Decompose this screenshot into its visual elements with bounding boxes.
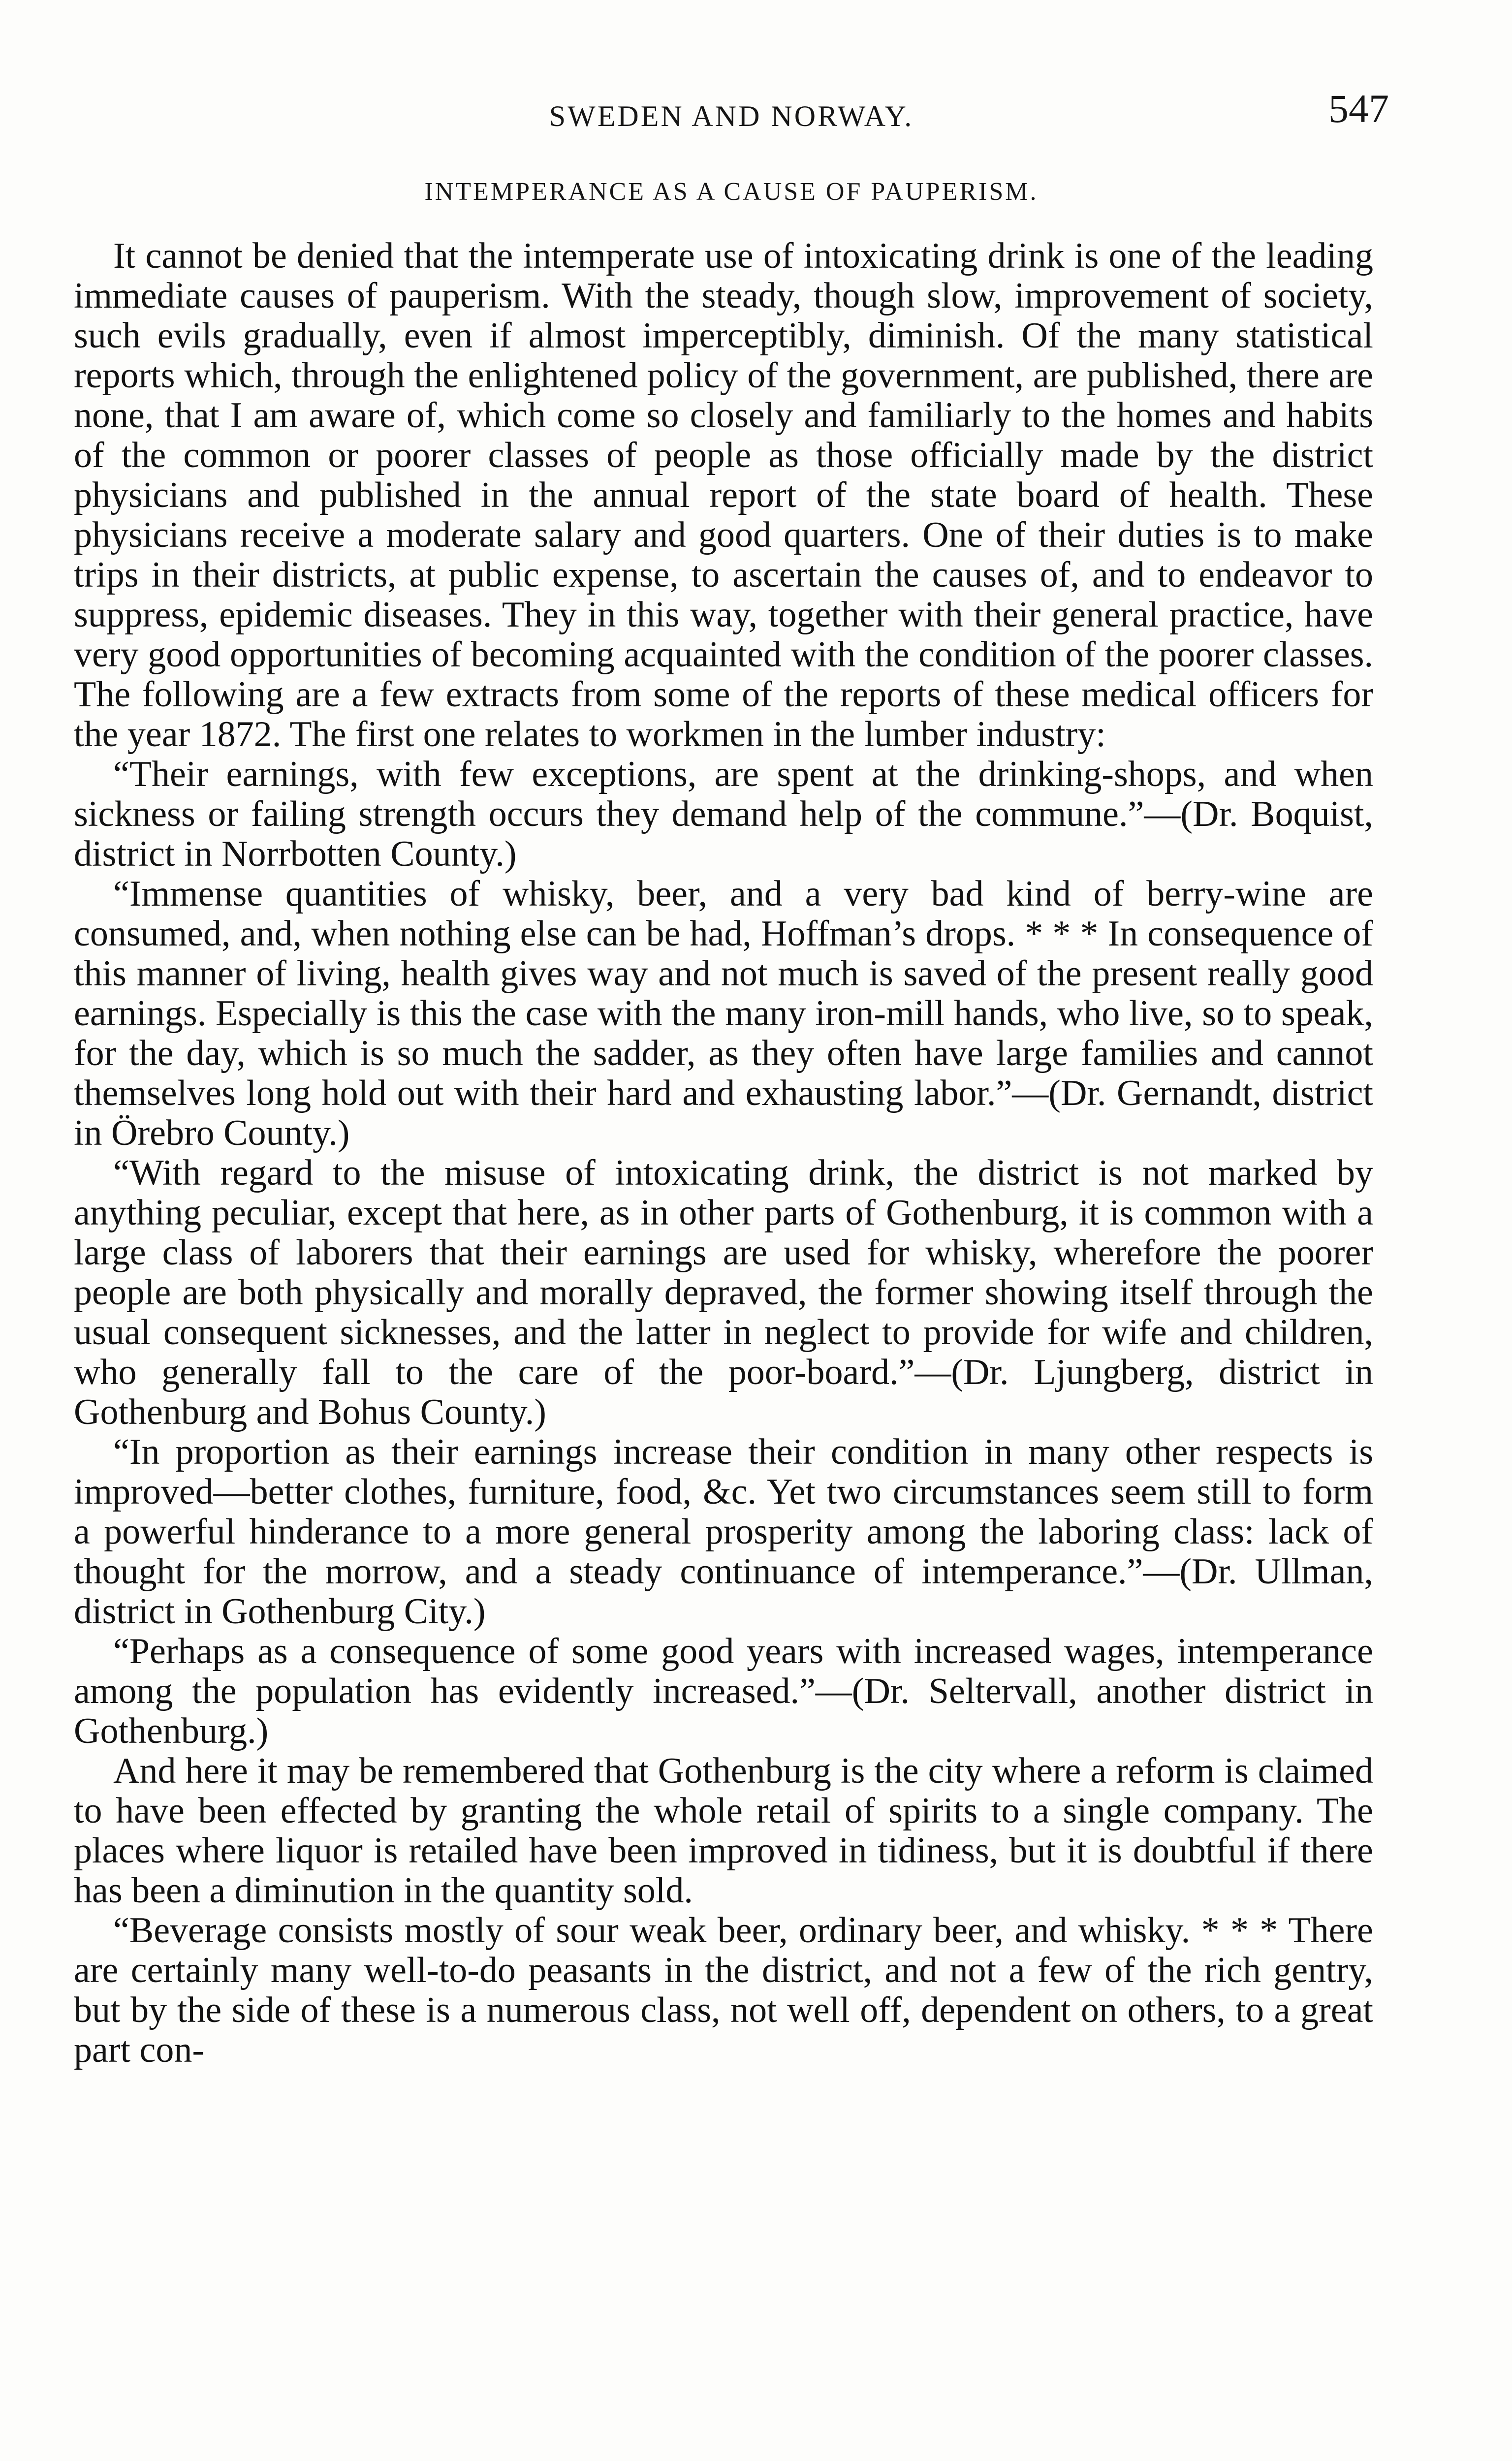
page-number: 547 [1328,86,1389,131]
running-title: SWEDEN AND NORWAY. [549,100,914,132]
paragraph-quote-gernandt: “Immense quantities of whisky, beer, and a very bad kind of berry-wine are consumed, and, when nothing else can be had, Hoffman’s drops. * * * In consequence of this manner of living, health gives way and not much is saved of the present really good earnings. Especially is this the case with the many iron-mill hands, who live, so to speak, for the day, which is so much the sadder, as they often have large families and cannot themselves long hold out with their hard and exhausting labor.”—(Dr. Gernandt, district in Örebro County.) [74,874,1373,1153]
paragraph-quote-ljungberg: “With regard to the misuse of intoxicating drink, the district is not marked by anything peculiar, except that here, as in other parts of Gothenburg, it is common with a large class of laborers that their earnings are used for whisky, wherefore the poorer people are both physically and morally depraved, the former showing itself through the usual consequent sicknesses, and the latter in neglect to provide for wife and children, who generally fall to the care of the poor-board.”—(Dr. Ljungberg, district in Gothenburg and Bohus County.) [74,1153,1373,1432]
section-title: INTEMPERANCE AS A CAUSE OF PAUPERISM. [424,178,1039,206]
paragraph-quote-ullman: “In proportion as their earnings increase their condition in many other respects is improved—better clothes, furniture, food, &c. Yet two circumstances seem still to form a powerful hinderance to a more general prosperity among the laboring class: lack of thought for the morrow, and a steady continuance of intemperance.”—(Dr. Ullman, district in Gothenburg City.) [74,1432,1373,1632]
paragraph-quote-beverage: “Beverage consists mostly of sour weak beer, ordinary beer, and whisky. * * * There are certainly many well-to-do peasants in the district, and not a few of the rich gentry, but by the side of these is a numerous class, not well off, dependent on others, to a great part con- [74,1910,1373,2070]
paragraph-quote-boquist: “Their earnings, with few exceptions, are spent at the drinking-shops, and when sickness or failing strength occurs they demand help of the commune.”—(Dr. Boquist, district in Norrbotten County.) [74,754,1373,874]
running-head [74,86,1389,143]
body-text [74,236,1373,2070]
paragraph-intro: It cannot be denied that the intemperate use of intoxicating drink is one of the leading immediate causes of pauperism. With the steady, though slow, improvement of society, such evils gradually, even if almost imperceptibly, diminish. Of the many statistical reports which, through the enlightened policy of the government, are published, there are none, that I am aware of, which come so closely and familiarly to the homes and habits of the common or poorer classes of people as those officially made by the district physicians and published in the annual report of the state board of health. These physicians receive a moderate salary and good quarters. One of their duties is to make trips in their districts, at public expense, to ascertain the causes of, and to endeavor to suppress, epidemic diseases. They in this way, together with their general practice, have very good opportunities of becoming acquainted with the condition of the poorer classes. The following are a few extracts from some of the reports of these medical officers for the year 1872. The first one relates to workmen in the lumber industry: [74,236,1373,755]
paragraph-quote-seltervall: “Perhaps as a consequence of some good years with increased wages, intemperance among the population has evidently increased.”—(Dr. Seltervall, another district in Gothenburg.) [74,1631,1373,1751]
paragraph-gothenburg-reform: And here it may be remembered that Gothenburg is the city where a reform is claimed to have been effected by granting the whole retail of spirits to a single company. The places where liquor is retailed have been improved in tidiness, but it is doubtful if there has been a diminution in the quantity sold. [74,1751,1373,1911]
